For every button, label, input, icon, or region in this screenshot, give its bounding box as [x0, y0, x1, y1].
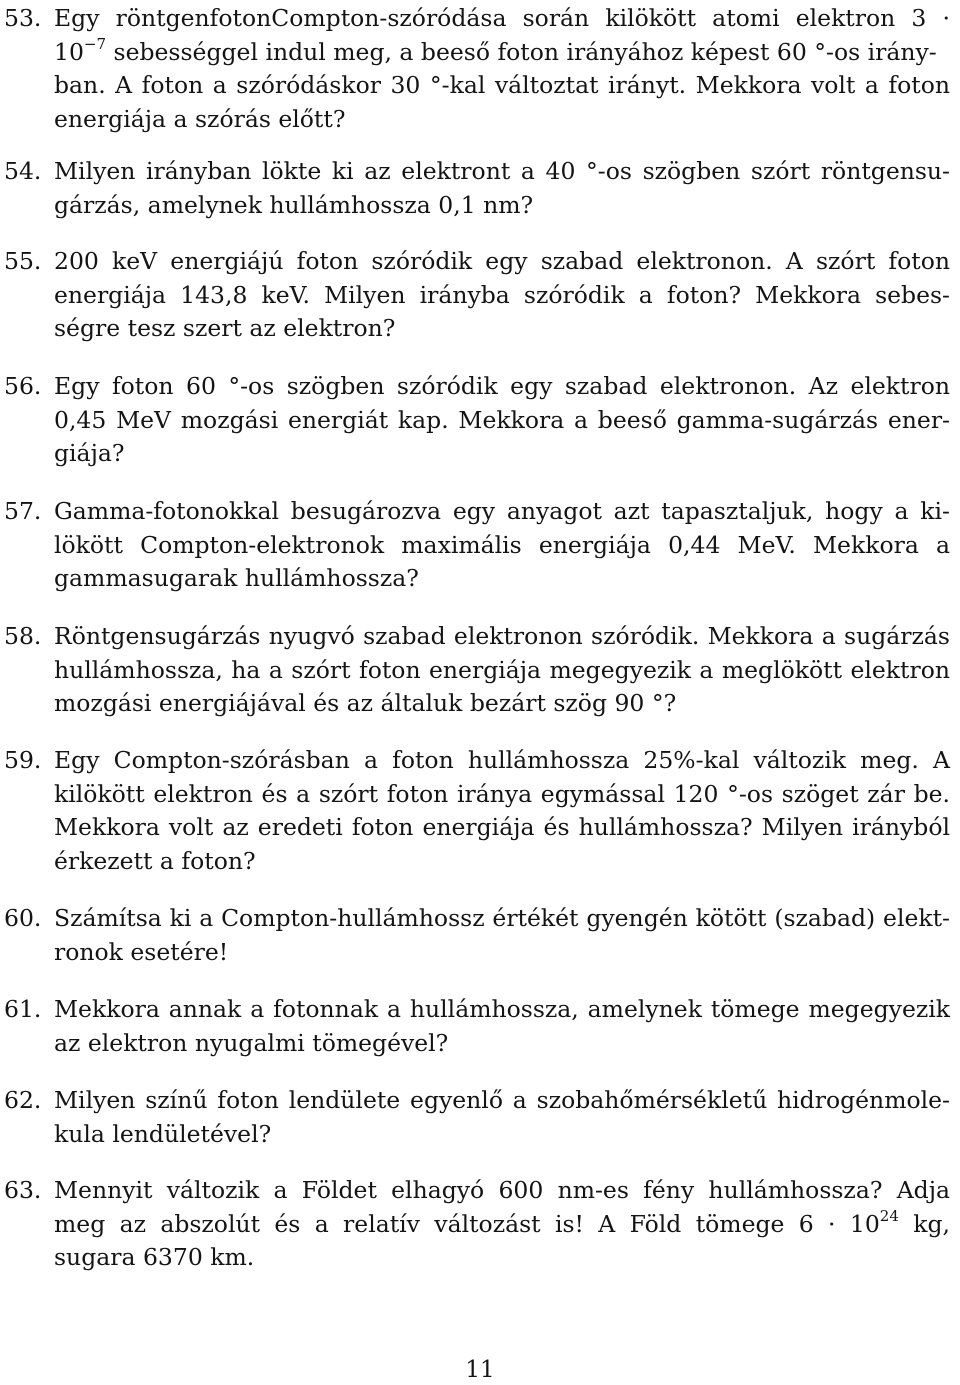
problem-number: 62.	[4, 1086, 42, 1114]
problem-text	[54, 1174, 950, 1275]
problem-text	[54, 744, 950, 878]
text-line: 200 keV energiájú foton szóródik egy szabad elektronon. A szórt foton	[54, 247, 950, 275]
text-line: meg az abszolút és a relatív változást is! A Föld tömege $6 \cdot 10^{24}$ kg,	[54, 1206, 950, 1238]
problem-number: 55.	[4, 247, 42, 275]
problem-number: 61.	[4, 995, 42, 1023]
problem-number: 60.	[4, 904, 42, 932]
text-line: Mennyit változik a Földet elhagyó 600 nm-es fény hullámhossza? Adja	[54, 1176, 950, 1204]
text-line: gárzás, amelynek hullámhossza 0,1 nm?	[54, 190, 534, 219]
text-line: 0,45 MeV mozgási energiát kap. Mekkora a beeső gamma-sugárzás ener-	[54, 405, 950, 434]
text-line: energiája a szórás előtt?	[54, 104, 346, 133]
exponent: −7	[83, 34, 107, 53]
problem-text	[54, 2, 950, 136]
text-line: mozgási energiájával és az általuk bezárt szög 90 °?	[54, 689, 677, 717]
page-number: 11	[465, 1357, 495, 1383]
text-line: Számítsa ki a Compton-hullámhossz értékét gyengén kötött (szabad) elekt-	[54, 904, 950, 932]
text-line: Milyen színű foton lendülete egyenlő a szobahőmérsékletű hidrogénmole-	[54, 1086, 950, 1114]
problem-number: 58.	[4, 622, 42, 650]
text-line: Gamma-fotonokkal besugározva egy anyagot azt tapasztaljuk, hogy a ki-	[54, 497, 950, 525]
text-line: lökött Compton-elektronok maximális energiája 0,44 MeV. Mekkora a	[54, 530, 950, 559]
problem-number: 54.	[4, 157, 42, 185]
problem-text	[54, 370, 950, 471]
text-line: Röntgensugárzás nyugvó szabad elektronon szóródik. Mekkora a sugárzás	[54, 622, 950, 650]
text-line: Milyen irányban lökte ki az elektront a 40 °-os szögben szórt röntgensu-	[54, 157, 950, 185]
problem-text	[54, 245, 950, 346]
text-line: Mekkora annak a fotonnak a hullámhossza, amelynek tömege megegyezik	[54, 995, 950, 1023]
problem-text	[54, 1084, 950, 1151]
text-line: kula lendületével?	[54, 1119, 272, 1148]
problem-text	[54, 902, 950, 969]
exponent: 24	[879, 1206, 899, 1225]
problem-text	[54, 993, 950, 1060]
problem-number: 53.	[4, 4, 42, 32]
text-line: Egy foton 60 °-os szögben szóródik egy szabad elektronon. Az elektron	[54, 372, 950, 400]
text-line: Egy Compton-szórásban a foton hullámhossza 25%-kal változik meg. A	[54, 746, 950, 774]
text-line: ronok esetére!	[54, 937, 229, 966]
text-line: $10^{-7}$ sebességgel indul meg, a beeső foton irányához képest 60 °-os irány-	[54, 34, 937, 66]
problem-text	[54, 495, 950, 596]
problem-text	[54, 155, 950, 222]
text-line: gammasugarak hullámhossza?	[54, 564, 419, 592]
text-line: az elektron nyugalmi tömegével?	[54, 1028, 449, 1057]
text-line: kilökött elektron és a szórt foton iránya egymással 120 °-os szöget zár be.	[54, 779, 950, 808]
problem-number: 57.	[4, 497, 42, 525]
text-line: giája?	[54, 439, 125, 467]
problem-number: 59.	[4, 746, 42, 774]
problem-number: 56.	[4, 372, 42, 400]
problem-text	[54, 620, 950, 721]
text-line: Mekkora volt az eredeti foton energiája és hullámhossza? Milyen irányból	[54, 813, 950, 841]
text-line: ségre tesz szert az elektron?	[54, 314, 396, 342]
text-line: sugara 6370 km.	[54, 1243, 255, 1271]
text-line: energiája 143,8 keV. Milyen irányba szóródik a foton? Mekkora sebes-	[54, 280, 950, 309]
text-line: érkezett a foton?	[54, 846, 256, 875]
text-line: ban. A foton a szóródáskor 30 °-kal változtat irányt. Mekkora volt a foton	[54, 71, 950, 99]
text-line: hullámhossza, ha a szórt foton energiája megegyezik a meglökött elektron	[54, 655, 950, 684]
problem-number: 63.	[4, 1176, 42, 1204]
text-line: Egy röntgenfotonCompton-szóródása során kilökött atomi elektron 3 ·	[54, 4, 950, 32]
